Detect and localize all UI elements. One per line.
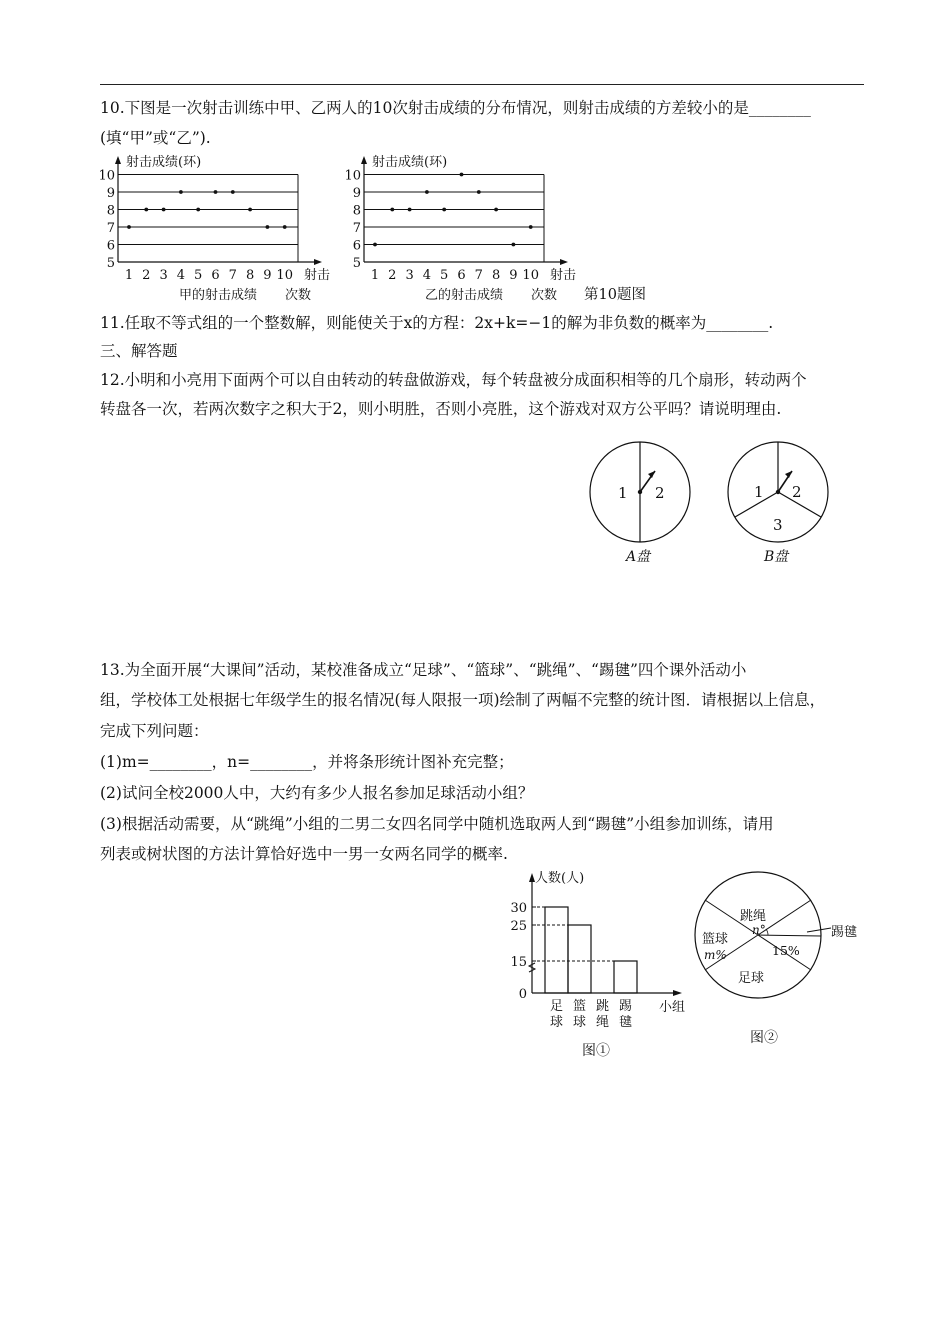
jia-data-point (248, 208, 252, 212)
bar-category-label-top: 篮 (572, 999, 587, 1014)
bar-ylabel: 人数(人) (535, 871, 585, 886)
jia-xlabel-line1: 射击 (304, 268, 331, 283)
jia-x-arrow-icon (314, 259, 322, 265)
spinner-a-label-2: 2 (655, 484, 665, 502)
jia-data-point (144, 208, 148, 212)
pie-chart (690, 870, 865, 1055)
q10-line2: (填“甲”或“乙”). (100, 129, 211, 147)
spinner-b-arrowhead-icon (785, 471, 792, 478)
jia-data-point (266, 225, 270, 229)
spinner-a-arrowhead-icon (648, 471, 655, 478)
pie-label-n: n° (752, 923, 766, 937)
spinner-b-label-2: 2 (792, 483, 802, 501)
jia-xtick-label: 2 (142, 268, 151, 283)
bar-category-label-bottom: 绳 (595, 1015, 610, 1030)
q10-line1: 10.下图是一次射击训练中甲、乙两人的10次射击成绩的分布情况，则射击成绩的方差较小的是________ (100, 99, 811, 117)
jia-xtick-label: 4 (176, 268, 186, 283)
jia-data-point (283, 225, 287, 229)
bar-ytick-label: 0 (518, 987, 527, 1002)
q12-line1: 12.小明和小亮用下面两个可以自由转动的转盘做游戏，每个转盘被分成面积相等的几个扇形，转动两个 (100, 371, 807, 389)
scatter-chart-jia (98, 152, 348, 304)
q13-line2: 组，学校体工处根据七年级学生的报名情况(每人限报一项)绘制了两幅不完整的统计图．请根据以上信息， (100, 691, 826, 709)
yi-data-point (460, 173, 464, 177)
yi-data-point (512, 243, 516, 247)
jia-ytick-label: 5 (106, 256, 115, 271)
yi-xlabel-line1: 射击 (550, 268, 577, 283)
jia-data-point (214, 190, 218, 194)
jia-xtick-label: 7 (228, 268, 237, 283)
yi-y-arrow-icon (361, 156, 367, 164)
jia-ytick-label: 6 (106, 238, 115, 254)
spinners-figure (580, 435, 840, 570)
jia-ytick-label: 8 (106, 203, 115, 219)
yi-data-point (425, 190, 429, 194)
yi-xtick-label: 5 (440, 268, 449, 283)
jia-xtick-label: 6 (211, 268, 220, 283)
spinner-a (590, 442, 690, 565)
q13-part2: (2)试问全校2000人中，大约有多少人报名参加足球活动小组？ (100, 784, 534, 802)
jia-xtick-label: 8 (245, 268, 255, 283)
bar-x-arrow-icon (673, 990, 682, 996)
pie-divider-3 (758, 935, 821, 936)
yi-title: 射击成绩(环) (372, 155, 448, 170)
spinner-a-caption: A盘 (626, 549, 651, 565)
yi-data-point (390, 208, 394, 212)
bar-category-label-bottom: 球 (549, 1015, 564, 1030)
pie-label-tiaosheng: 跳绳 (740, 909, 767, 924)
q10-figure-caption: 第10题图 (584, 287, 646, 303)
pie-label-pct: 15% (772, 943, 800, 958)
bar-chart (500, 868, 690, 1058)
jia-xtick-label: 3 (159, 268, 168, 283)
bar-4 (614, 961, 637, 993)
bar-xlabel: 小组 (658, 1000, 686, 1015)
bar-2 (568, 925, 591, 993)
yi-ytick-label: 5 (352, 256, 361, 271)
bar-category-label-bottom: 球 (572, 1015, 587, 1030)
yi-xtick-label: 4 (422, 268, 432, 283)
jia-ytick-label: 9 (106, 186, 115, 201)
yi-ytick-label: 6 (352, 238, 361, 254)
yi-xtick-label: 3 (405, 268, 414, 283)
yi-xtick-label: 1 (370, 268, 380, 283)
jia-ytick-label: 7 (106, 221, 115, 236)
yi-data-point (494, 208, 498, 212)
pie-label-m: m% (704, 948, 727, 962)
jia-xtick-label: 5 (194, 268, 203, 283)
q13-part4: 列表或树状图的方法计算恰好选中一男一女两名同学的概率. (100, 845, 508, 863)
bar-axis-break-icon (529, 963, 535, 972)
spinner-a-label-1: 1 (618, 484, 628, 502)
spinner-b-caption: B盘 (764, 549, 789, 565)
spinner-b-label-1: 1 (754, 483, 764, 501)
spinner-b-label-3: 3 (773, 516, 783, 534)
q11-line1: 11.任取不等式组的一个整数解，则能使关于x的方程：2x+k=−1的解为非负数的概率为________. (100, 314, 774, 332)
yi-xtick-label: 7 (474, 268, 483, 283)
yi-x-arrow-icon (560, 259, 568, 265)
yi-ytick-label: 7 (352, 221, 361, 236)
scatter-chart-yi (344, 152, 594, 304)
pie-label-tijian: 踢毽 (831, 925, 858, 940)
jia-data-point (231, 190, 235, 194)
bar-category-label-top: 踢 (618, 999, 633, 1014)
yi-data-point (442, 208, 446, 212)
jia-data-point (196, 208, 200, 212)
pie-label-zuqiu: 足球 (738, 971, 765, 986)
spinner-b (728, 442, 828, 565)
top-rule (100, 84, 864, 85)
q12-line2: 转盘各一次，若两次数字之积大于2，则小明胜，否则小亮胜，这个游戏对双方公平吗？请说明理由. (100, 400, 782, 418)
yi-data-point (477, 190, 481, 194)
q13-line1: 13.为全面开展“大课间”活动，某校准备成立“足球”、“篮球”、“跳绳”、“踢毽”四个课外活动小 (100, 661, 747, 679)
pie-label-lanqiu: 篮球 (702, 932, 729, 947)
yi-xtick-label: 6 (457, 268, 466, 283)
jia-ytick-label: 10 (98, 168, 115, 184)
jia-data-point (127, 225, 131, 229)
yi-xtick-label: 2 (388, 268, 397, 283)
yi-xtick-label: 10 (522, 268, 539, 283)
fig2-caption: 图② (750, 1030, 778, 1046)
jia-title: 射击成绩(环) (126, 155, 202, 170)
jia-caption: 甲的射击成绩 (178, 288, 258, 303)
yi-caption: 乙的射击成绩 (424, 288, 504, 303)
yi-ytick-label: 9 (352, 186, 361, 201)
bar-ytick-label: 25 (510, 919, 527, 934)
jia-data-point (162, 208, 166, 212)
yi-data-point (408, 208, 412, 212)
pie-leader-line (807, 928, 831, 932)
bar-category-label-top: 跳 (595, 999, 610, 1014)
bar-ytick-label: 15 (510, 955, 527, 970)
yi-data-point (529, 225, 533, 229)
fig1-caption: 图① (582, 1043, 610, 1058)
q13-part3: (3)根据活动需要，从“跳绳”小组的二男二女四名同学中随机选取两人到“踢毽”小组参加训练，请用 (100, 815, 774, 833)
q13-line3: 完成下列问题： (100, 722, 209, 740)
bar-ytick-label: 30 (510, 901, 527, 916)
pie-angle-arc (766, 929, 768, 935)
yi-data-point (373, 243, 377, 247)
q13-part1: (1)m=________，n=________，并将条形统计图补充完整； (100, 753, 514, 771)
spinner-a-pivot (638, 490, 642, 494)
yi-xtick-label: 8 (491, 268, 501, 283)
jia-data-point (179, 190, 183, 194)
jia-y-arrow-icon (115, 156, 121, 164)
jia-xtick-label: 1 (124, 268, 134, 283)
yi-ytick-label: 10 (344, 168, 361, 184)
yi-xlabel-line2: 次数 (531, 288, 558, 303)
jia-xtick-label: 9 (263, 268, 272, 283)
bar-1 (545, 907, 568, 993)
bar-category-label-top: 足 (549, 999, 564, 1014)
jia-xlabel-line2: 次数 (285, 288, 312, 303)
jia-xtick-label: 10 (276, 268, 293, 283)
yi-ytick-label: 8 (352, 203, 361, 219)
bar-category-label-bottom: 毽 (618, 1015, 633, 1030)
spinner-b-pivot (776, 490, 780, 494)
section-three-title: 三、解答题 (100, 342, 178, 360)
yi-xtick-label: 9 (509, 268, 518, 283)
